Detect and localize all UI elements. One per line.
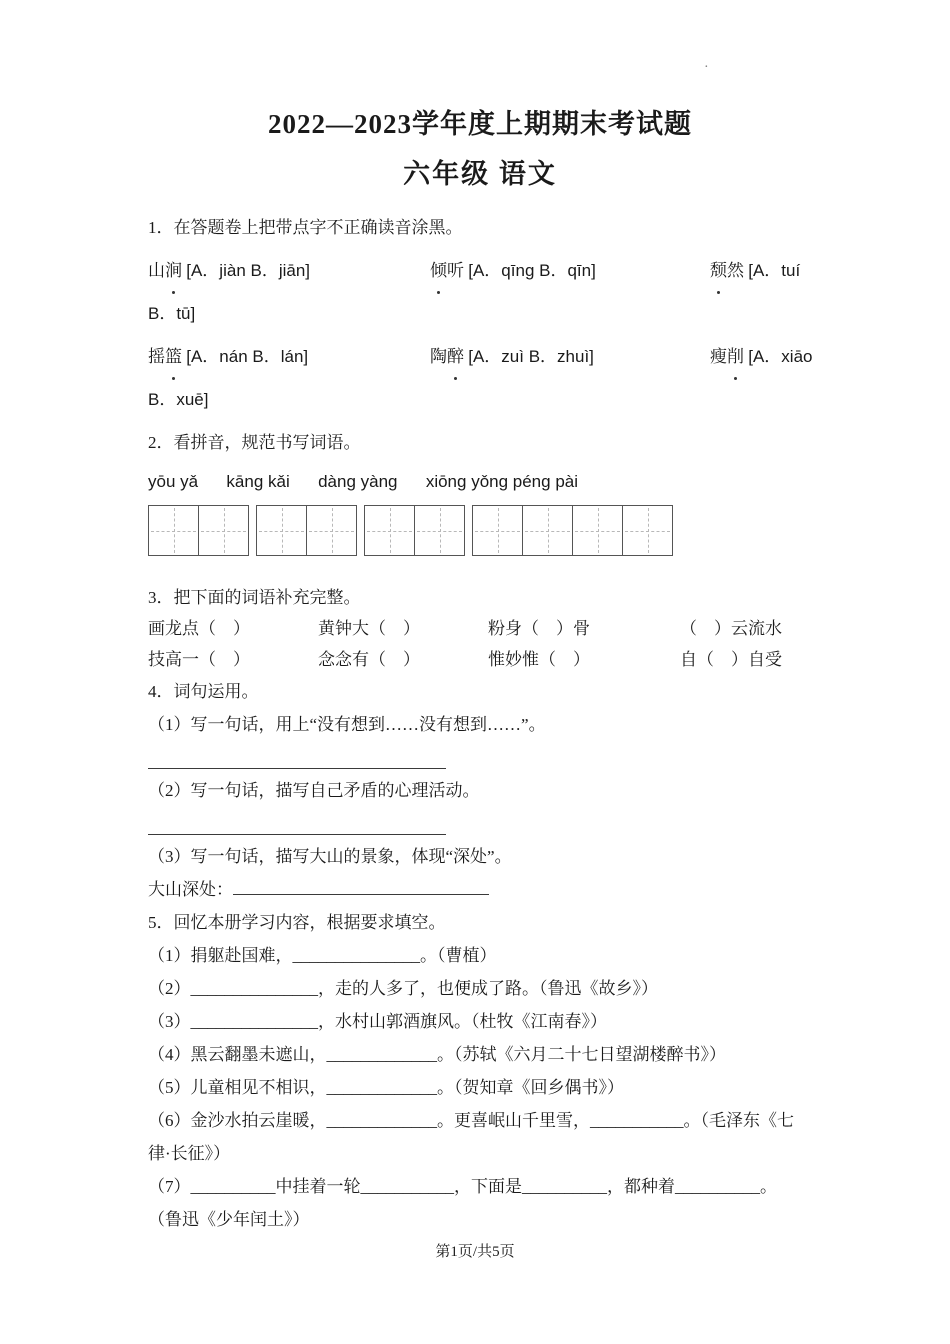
q1-word: 摇 [148, 347, 165, 366]
q3-prompt: 3．把下面的词语补充完整。 [148, 588, 361, 607]
writing-cell [622, 505, 673, 556]
q1-word: 然 [727, 261, 744, 280]
q1-item [148, 249, 430, 292]
writing-cell [198, 505, 249, 556]
writing-cell-group [472, 505, 673, 556]
q3-item: 黄钟大（ ） [318, 619, 420, 638]
q4-item-3-label: 大山深处： [148, 880, 233, 899]
writing-cell [572, 505, 623, 556]
q5-line: （2）_______________，走的人多了，也便成了路。（鲁迅《故乡》） [148, 979, 658, 998]
q1-prompt: 1．在答题卷上把带点字不正确读音涂黑。 [148, 218, 463, 237]
q1-word-dotted-char: 涧 [165, 249, 182, 292]
q3-item: 画龙点（ ） [148, 619, 250, 638]
writing-cell [414, 505, 465, 556]
q1-word: 听 [447, 261, 464, 280]
q3-item: 粉身（ ）骨 [488, 619, 590, 638]
q1-word: 陶 [430, 347, 447, 366]
q4-item-2: （2）写一句话，描写自己矛盾的心理活动。 [148, 781, 480, 800]
answer-blank-line [148, 807, 446, 835]
q5-line: （4）黑云翻墨未遮山，_____________。（苏轼《六月二十七日望湖楼醉书》） [148, 1045, 726, 1064]
q5-prompt: 5．回忆本册学习内容，根据要求填空。 [148, 913, 446, 932]
q1-options: [A．xiāo [748, 347, 813, 366]
q3-row-2 [148, 644, 812, 675]
q3-item: 技高一（ ） [148, 650, 250, 669]
q1-row-2-wrap: B．xuē] [148, 390, 209, 409]
q1-word-dotted-char: 醉 [447, 335, 464, 378]
q1-word-dotted-char: 颓 [710, 249, 727, 292]
q1-word: 山 [148, 261, 165, 280]
scan-artifact-dot: · [704, 60, 709, 75]
q1-options: [A．zuì B．zhuì] [468, 347, 594, 366]
q4-item-3: （3）写一句话，描写大山的景象，体现“深处”。 [148, 847, 512, 866]
q4-item-3-answer [148, 873, 812, 906]
q1-options: [A．jiàn B．jiān] [186, 261, 311, 280]
q1-word-dotted-char: 削 [727, 335, 744, 378]
q3-item: 惟妙惟（ ） [488, 650, 590, 669]
writing-cell [148, 505, 199, 556]
q1-word-dotted-char: 倾 [430, 249, 447, 292]
q3-item: （ ）云流水 [680, 619, 782, 638]
q5-line: （7）__________中挂着一轮___________，下面是__________，都种着__________。 [148, 1177, 777, 1196]
q5-line: （6）金沙水拍云崖暖，_____________。更喜岷山千里雪，___________。（毛泽东《七 [148, 1111, 794, 1130]
q1-item [710, 249, 812, 292]
q3-item: 念念有（ ） [318, 650, 420, 669]
page-footer: 第1页/共5页 [435, 1244, 515, 1260]
writing-cell [472, 505, 523, 556]
writing-cell-group [256, 505, 357, 556]
q2-prompt: 2．看拼音，规范书写词语。 [148, 433, 361, 452]
writing-cell-group [364, 505, 465, 556]
q5-line: （5）儿童相见不相识，_____________。（贺知章《回乡偶书》） [148, 1078, 624, 1097]
q5-line: （鲁迅《少年闰土》） [148, 1210, 310, 1229]
writing-cell [306, 505, 357, 556]
writing-cell [364, 505, 415, 556]
q1-options: [A．tuí [748, 261, 801, 280]
q1-word-dotted-char: 篮 [165, 335, 182, 378]
q1-options: [A．nán B．lán] [186, 347, 309, 366]
q1-item [430, 249, 710, 292]
exam-title: 2022—2023学年度上期期末考试题 [268, 109, 692, 139]
q3-row-1 [148, 613, 812, 644]
q3-item: 自（ ）自受 [680, 650, 782, 669]
q1-row-1 [148, 249, 812, 292]
q5-line: 律·长征》） [148, 1144, 231, 1163]
inline-answer-blank [233, 878, 489, 895]
q5-line: （1）捐躯赴国难，_______________。（曹植） [148, 946, 497, 965]
writing-cell-group [148, 505, 249, 556]
exam-subtitle: 六年级 语文 [403, 159, 557, 189]
q4-prompt: 4．词句运用。 [148, 682, 259, 701]
q4-item-1: （1）写一句话，用上“没有想到……没有想到……”。 [148, 715, 546, 734]
q1-row-2 [148, 335, 812, 378]
writing-cell [256, 505, 307, 556]
q5-line: （3）_______________，水村山郭酒旗风。（杜牧《江南春》） [148, 1012, 607, 1031]
answer-blank-line [148, 741, 446, 769]
writing-cell [522, 505, 573, 556]
q1-options: [A．qīng B．qīn] [468, 261, 596, 280]
q1-word: 瘦 [710, 347, 727, 366]
q2-writing-grid [148, 505, 812, 556]
q1-item [148, 335, 430, 378]
q2-pinyin: yōu yǎ kāng kǎi dàng yàng xiōng yǒng péng pài [148, 472, 579, 491]
q1-item [430, 335, 710, 378]
q1-item [710, 335, 813, 378]
q1-row-1-wrap: B．tū] [148, 304, 196, 323]
